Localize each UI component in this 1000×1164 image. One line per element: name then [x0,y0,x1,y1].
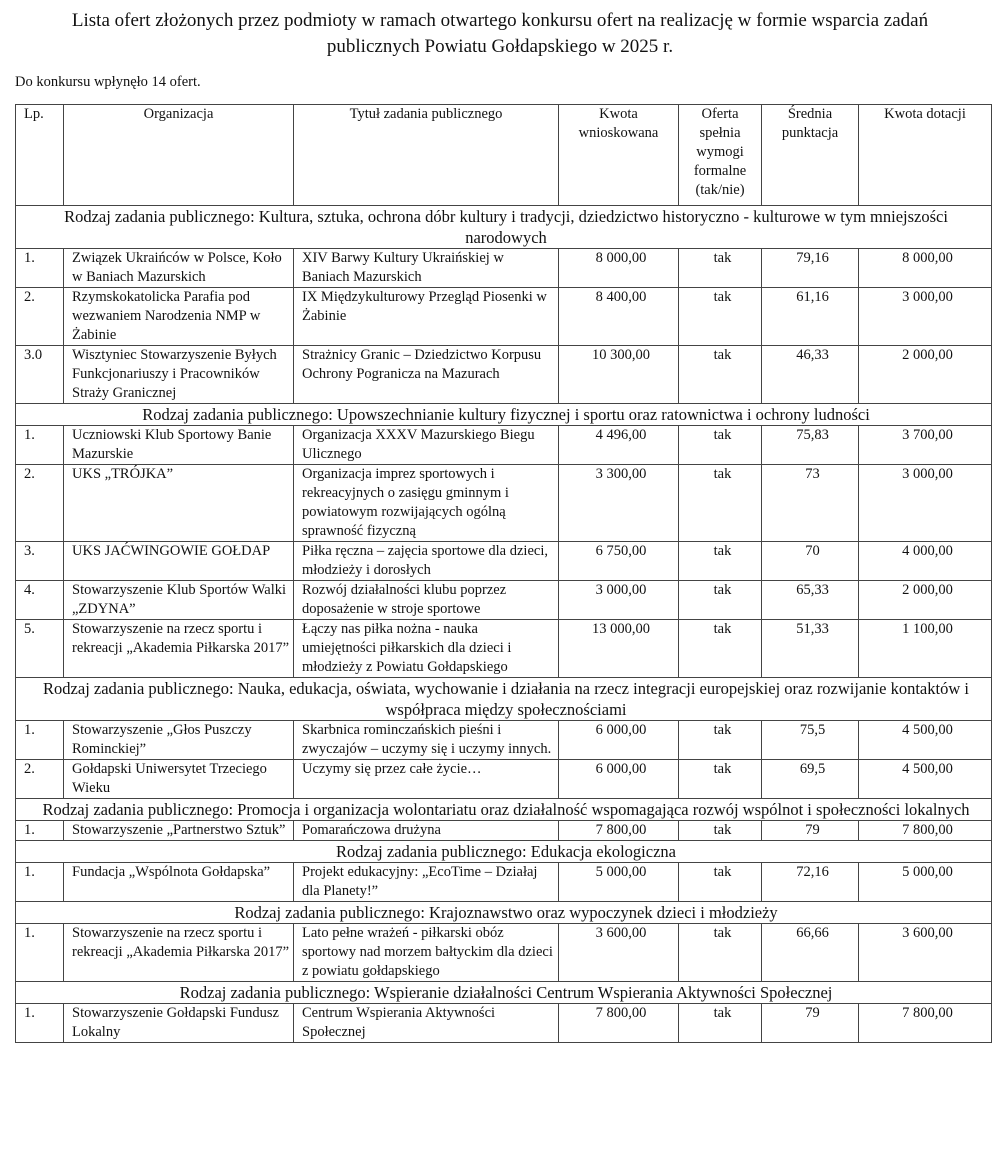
cell-organization: Stowarzyszenie Gołdapski Fundusz Lokalny [64,1004,294,1043]
cell-average-score: 75,5 [762,721,859,760]
category-label: Rodzaj zadania publicznego: Wspieranie działalności Centrum Wspierania Aktywności Społecznej [16,982,992,1004]
category-label: Rodzaj zadania publicznego: Kultura, sztuka, ochrona dóbr kultury i tradycji, dziedzictwo historyczno - kulturowe w tym mniejszości narodowych [16,206,992,249]
cell-grant-amount: 1 100,00 [859,620,992,678]
table-row [16,581,992,620]
cell-task-title: Rozwój działalności klubu poprzez doposażenie w stroje sportowe [294,581,559,620]
cell-grant-amount: 7 800,00 [859,821,992,841]
cell-grant-amount: 5 000,00 [859,863,992,902]
cell-task-title: Organizacja XXXV Mazurskiego Biegu Ulicznego [294,426,559,465]
header-requested-amount: Kwota wnioskowana [559,105,679,206]
category-row [16,982,992,1004]
cell-lp: 5. [16,620,64,678]
category-label: Rodzaj zadania publicznego: Krajoznawstwo oraz wypoczynek dzieci i młodzieży [16,902,992,924]
cell-task-title: Strażnicy Granic – Dziedzictwo Korpusu Ochrony Pogranicza na Mazurach [294,346,559,404]
cell-requested-amount: 13 000,00 [559,620,679,678]
cell-formal-requirements: tak [679,288,762,346]
header-formal-requirements: Oferta spełnia wymogi formalne (tak/nie) [679,105,762,206]
cell-average-score: 65,33 [762,581,859,620]
table-row [16,620,992,678]
header-average-score: Średnia punktacja [762,105,859,206]
cell-average-score: 79,16 [762,249,859,288]
cell-grant-amount: 4 500,00 [859,760,992,799]
cell-average-score: 73 [762,465,859,542]
cell-average-score: 69,5 [762,760,859,799]
table-header-row [16,105,992,206]
cell-requested-amount: 8 400,00 [559,288,679,346]
category-row [16,678,992,721]
table-row [16,249,992,288]
cell-average-score: 70 [762,542,859,581]
header-lp: Lp. [16,105,64,206]
cell-average-score: 66,66 [762,924,859,982]
table-row [16,863,992,902]
cell-formal-requirements: tak [679,620,762,678]
cell-requested-amount: 5 000,00 [559,863,679,902]
category-label: Rodzaj zadania publicznego: Edukacja ekologiczna [16,841,992,863]
table-row [16,426,992,465]
title-line-2: publicznych Powiatu Gołdapskiego w 2025 r. [326,36,674,57]
category-row [16,404,992,426]
category-row [16,902,992,924]
cell-formal-requirements: tak [679,542,762,581]
cell-grant-amount: 8 000,00 [859,249,992,288]
cell-organization: Wisztyniec Stowarzyszenie Byłych Funkcjonariuszy i Pracowników Straży Granicznej [64,346,294,404]
header-organization: Organizacja [64,105,294,206]
cell-lp: 3.0 [16,346,64,404]
cell-organization: Stowarzyszenie na rzecz sportu i rekreacji „Akademia Piłkarska 2017” [64,620,294,678]
cell-task-title: Lato pełne wrażeń - piłkarski obóz sportowy nad morzem bałtyckim dla dzieci z powiatu gołdapskiego [294,924,559,982]
category-label: Rodzaj zadania publicznego: Upowszechnianie kultury fizycznej i sportu oraz ratownictwa i ochrony ludności [16,404,992,426]
document-title [0,8,1000,60]
cell-formal-requirements: tak [679,581,762,620]
cell-requested-amount: 6 000,00 [559,760,679,799]
cell-requested-amount: 3 000,00 [559,581,679,620]
cell-organization: Stowarzyszenie „Głos Puszczy Rominckiej” [64,721,294,760]
cell-requested-amount: 10 300,00 [559,346,679,404]
cell-grant-amount: 3 700,00 [859,426,992,465]
cell-formal-requirements: tak [679,924,762,982]
cell-requested-amount: 6 000,00 [559,721,679,760]
cell-lp: 1. [16,721,64,760]
cell-grant-amount: 3 000,00 [859,465,992,542]
table-row [16,721,992,760]
table-row [16,924,992,982]
cell-grant-amount: 4 500,00 [859,721,992,760]
cell-grant-amount: 4 000,00 [859,542,992,581]
category-label: Rodzaj zadania publicznego: Promocja i organizacja wolontariatu oraz działalność wspomagająca rozwój wspólnot i społeczności lokalnych [16,799,992,821]
cell-requested-amount: 7 800,00 [559,1004,679,1043]
cell-lp: 1. [16,249,64,288]
cell-grant-amount: 3 000,00 [859,288,992,346]
table-row [16,465,992,542]
cell-task-title: Łączy nas piłka nożna - nauka umiejętności piłkarskich dla dzieci i młodzieży z Powiatu Gołdapskiego [294,620,559,678]
cell-average-score: 46,33 [762,346,859,404]
cell-formal-requirements: tak [679,821,762,841]
cell-task-title: Projekt edukacyjny: „EcoTime – Działaj dla Planety!” [294,863,559,902]
cell-formal-requirements: tak [679,346,762,404]
cell-average-score: 61,16 [762,288,859,346]
table-row [16,1004,992,1043]
cell-organization: Stowarzyszenie „Partnerstwo Sztuk” [64,821,294,841]
cell-requested-amount: 7 800,00 [559,821,679,841]
cell-requested-amount: 4 496,00 [559,426,679,465]
table-row [16,288,992,346]
cell-organization: UKS „TRÓJKA” [64,465,294,542]
offers-table-body [16,206,992,1043]
table-row [16,821,992,841]
cell-formal-requirements: tak [679,465,762,542]
cell-task-title: XIV Barwy Kultury Ukraińskiej w Baniach Mazurskich [294,249,559,288]
cell-lp: 1. [16,1004,64,1043]
cell-requested-amount: 3 300,00 [559,465,679,542]
cell-organization: Stowarzyszenie na rzecz sportu i rekreacji „Akademia Piłkarska 2017” [64,924,294,982]
cell-organization: UKS JAĆWINGOWIE GOŁDAP [64,542,294,581]
cell-grant-amount: 2 000,00 [859,581,992,620]
cell-average-score: 79 [762,821,859,841]
category-label: Rodzaj zadania publicznego: Nauka, edukacja, oświata, wychowanie i działania na rzecz integracji europejskiej oraz rozwijanie kontaktów i współpraca między społecznościami [16,678,992,721]
cell-requested-amount: 6 750,00 [559,542,679,581]
category-row [16,799,992,821]
cell-lp: 2. [16,465,64,542]
cell-average-score: 51,33 [762,620,859,678]
table-row [16,760,992,799]
table-row [16,542,992,581]
cell-organization: Stowarzyszenie Klub Sportów Walki „ZDYNA” [64,581,294,620]
cell-formal-requirements: tak [679,426,762,465]
cell-task-title: Uczymy się przez całe życie… [294,760,559,799]
cell-organization: Gołdapski Uniwersytet Trzeciego Wieku [64,760,294,799]
cell-lp: 1. [16,821,64,841]
cell-organization: Fundacja „Wspólnota Gołdapska” [64,863,294,902]
cell-lp: 1. [16,426,64,465]
cell-grant-amount: 2 000,00 [859,346,992,404]
cell-average-score: 79 [762,1004,859,1043]
cell-lp: 3. [16,542,64,581]
cell-organization: Uczniowski Klub Sportowy Banie Mazurskie [64,426,294,465]
cell-lp: 1. [16,924,64,982]
cell-average-score: 75,83 [762,426,859,465]
cell-lp: 4. [16,581,64,620]
cell-task-title: Organizacja imprez sportowych i rekreacyjnych o zasięgu gminnym i powiatowym rozwijających ogólną sprawność fizyczną [294,465,559,542]
offers-table [15,104,992,1043]
cell-formal-requirements: tak [679,760,762,799]
cell-organization: Związek Ukraińców w Polsce, Koło w Baniach Mazurskich [64,249,294,288]
cell-task-title: Pomarańczowa drużyna [294,821,559,841]
category-row [16,206,992,249]
table-row [16,346,992,404]
cell-lp: 2. [16,760,64,799]
cell-requested-amount: 3 600,00 [559,924,679,982]
cell-formal-requirements: tak [679,721,762,760]
cell-task-title: Piłka ręczna – zajęcia sportowe dla dzieci, młodzieży i dorosłych [294,542,559,581]
cell-grant-amount: 3 600,00 [859,924,992,982]
title-line-1: Lista ofert złożonych przez podmioty w ramach otwartego konkursu ofert na realizację w formie wsparcia zadań [71,10,929,31]
category-row [16,841,992,863]
cell-formal-requirements: tak [679,249,762,288]
cell-task-title: Skarbnica rominczańskich pieśni i zwyczajów – uczymy się i uczymy innych. [294,721,559,760]
cell-task-title: IX Międzykulturowy Przegląd Piosenki w Żabinie [294,288,559,346]
cell-organization: Rzymskokatolicka Parafia pod wezwaniem Narodzenia NMP w Żabinie [64,288,294,346]
header-grant-amount: Kwota dotacji [859,105,992,206]
cell-formal-requirements: tak [679,863,762,902]
cell-task-title: Centrum Wspierania Aktywności Społecznej [294,1004,559,1043]
cell-average-score: 72,16 [762,863,859,902]
cell-formal-requirements: tak [679,1004,762,1043]
intro-text: Do konkursu wpłynęło 14 ofert. [15,74,201,90]
header-task-title: Tytuł zadania publicznego [294,105,559,206]
cell-requested-amount: 8 000,00 [559,249,679,288]
cell-lp: 2. [16,288,64,346]
cell-lp: 1. [16,863,64,902]
cell-grant-amount: 7 800,00 [859,1004,992,1043]
